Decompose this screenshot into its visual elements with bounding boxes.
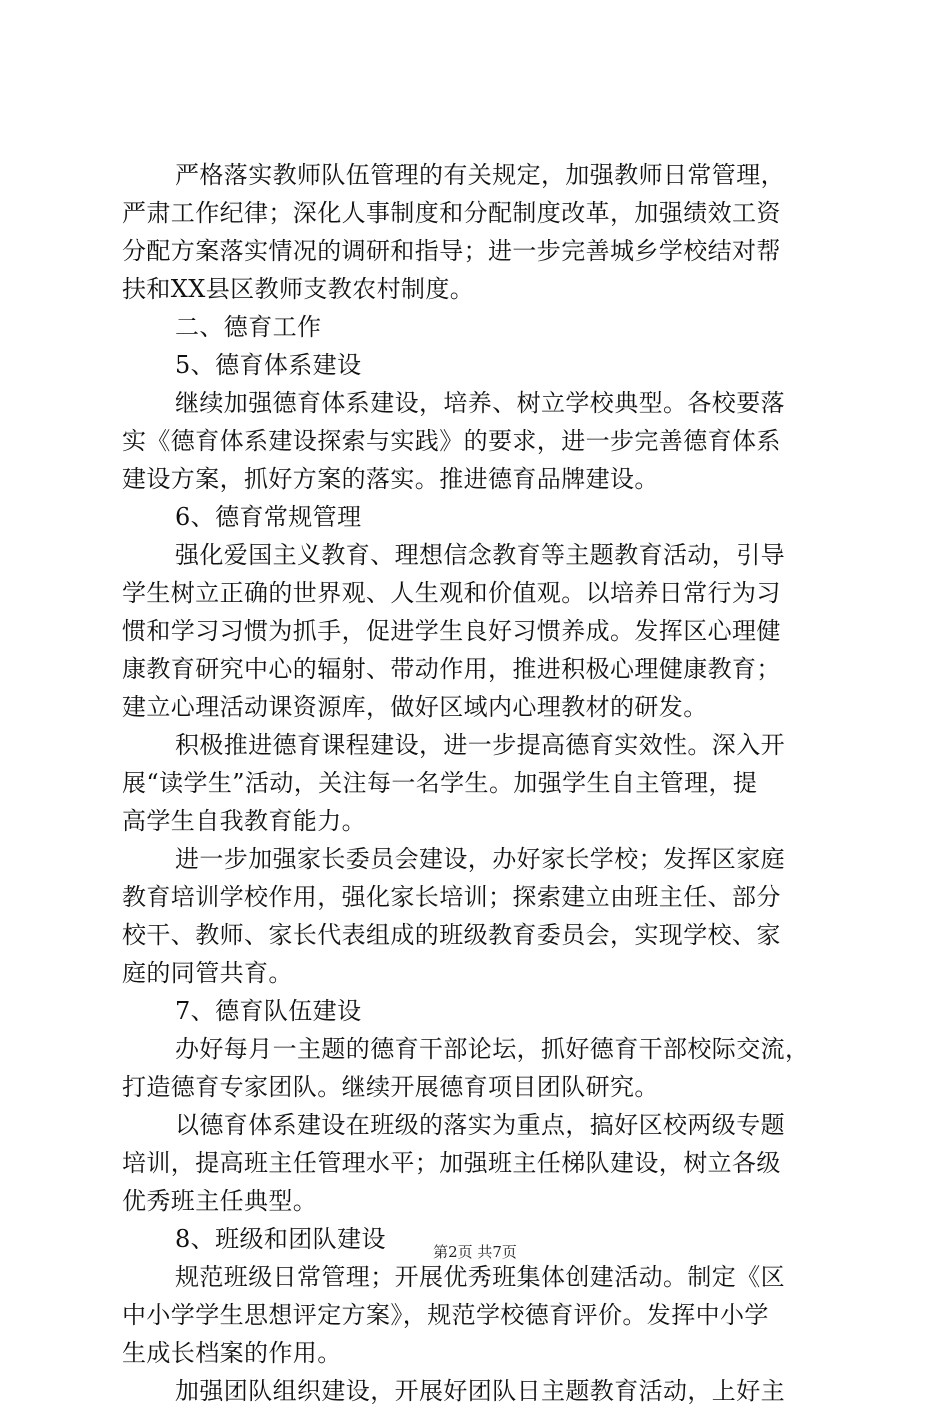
subsection-heading: 7、德育队伍建设	[175, 997, 362, 1025]
paragraph-line: 严肃工作纪律；深化人事制度和分配制度改革，加强绩效工资	[122, 199, 781, 227]
paragraph-line: 进一步加强家长委员会建设，办好家长学校；发挥区家庭	[175, 845, 785, 873]
subsection-heading: 6、德育常规管理	[175, 503, 362, 531]
paragraph-line: 实《德育体系建设探索与实践》的要求，进一步完善德育体系	[122, 427, 781, 455]
paragraph-line: 办好每月一主题的德育干部论坛，抓好德育干部校际交流，	[175, 1035, 810, 1063]
paragraph-line: 生成长档案的作用。	[122, 1339, 342, 1367]
paragraph-line: 学生树立正确的世界观、人生观和价值观。以培养日常行为习	[122, 579, 781, 607]
paragraph-line: 展“读学生”活动，关注每一名学生。加强学生自主管理，提	[122, 769, 758, 797]
paragraph-line: 中小学学生思想评定方案》，规范学校德育评价。发挥中小学	[122, 1301, 769, 1329]
paragraph-line: 积极推进德育课程建设，进一步提高德育实效性。深入开	[175, 731, 785, 759]
paragraph-line: 强化爱国主义教育、理想信念教育等主题教育活动，引导	[175, 541, 785, 569]
paragraph-line: 打造德育专家团队。继续开展德育项目团队研究。	[122, 1073, 659, 1101]
paragraph-line: 以德育体系建设在班级的落实为重点，搞好区校两级专题	[175, 1111, 785, 1139]
paragraph-line: 加强团队组织建设，开展好团队日主题教育活动，上好主	[175, 1377, 785, 1405]
paragraph-line: 分配方案落实情况的调研和指导；进一步完善城乡学校结对帮	[122, 237, 781, 265]
paragraph-line: 庭的同管共育。	[122, 959, 293, 987]
paragraph-line: 继续加强德育体系建设，培养、树立学校典型。各校要落	[175, 389, 785, 417]
paragraph-line: 严格落实教师队伍管理的有关规定，加强教师日常管理，	[175, 161, 785, 189]
paragraph-line: 建立心理活动课资源库，做好区域内心理教材的研发。	[122, 693, 708, 721]
paragraph-line: 规范班级日常管理；开展优秀班集体创建活动。制定《区	[175, 1263, 785, 1291]
paragraph-line: 建设方案，抓好方案的落实。推进德育品牌建设。	[122, 465, 659, 493]
paragraph-line: 教育培训学校作用，强化家长培训；探索建立由班主任、部分	[122, 883, 781, 911]
paragraph-line: 扶和XX县区教师支教农村制度。	[122, 275, 475, 303]
subsection-heading: 8、班级和团队建设	[175, 1225, 386, 1253]
paragraph-line: 惯和学习习惯为抓手，促进学生良好习惯养成。发挥区心理健	[122, 617, 781, 645]
paragraph-line: 校干、教师、家长代表组成的班级教育委员会，实现学校、家	[122, 921, 781, 949]
page-footer: 第2页 共7页	[433, 1243, 517, 1261]
subsection-heading: 5、德育体系建设	[175, 351, 362, 379]
document-body	[122, 156, 842, 1410]
paragraph-line: 康教育研究中心的辐射、带动作用，推进积极心理健康教育；	[122, 655, 781, 683]
paragraph-line: 高学生自我教育能力。	[122, 807, 366, 835]
paragraph-line: 优秀班主任典型。	[122, 1187, 318, 1215]
paragraph-line: 培训，提高班主任管理水平；加强班主任梯队建设，树立各级	[122, 1149, 781, 1177]
section-heading: 二、德育工作	[175, 313, 322, 341]
